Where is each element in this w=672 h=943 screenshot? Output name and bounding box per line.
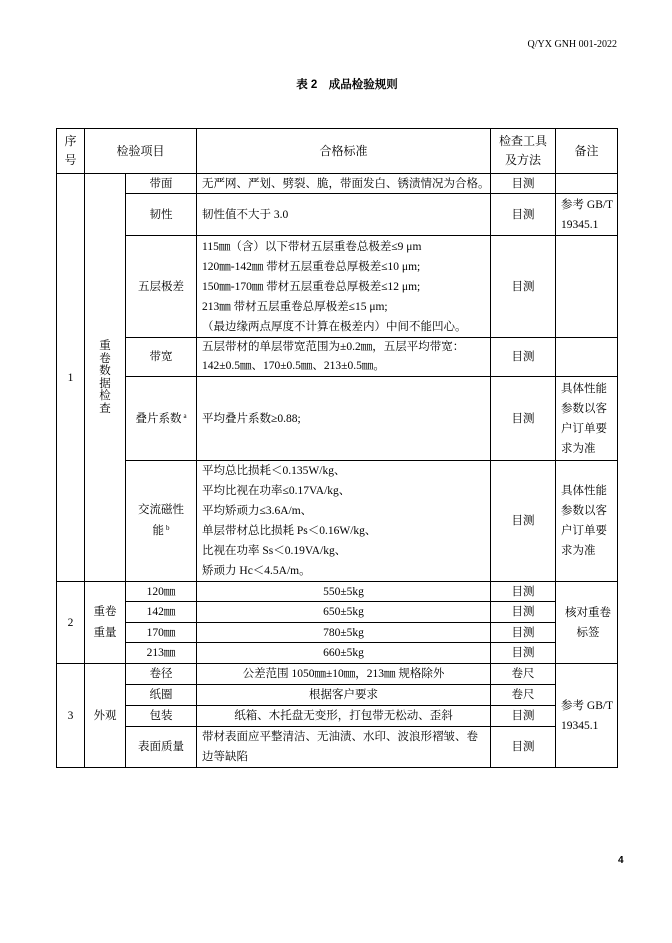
remark-cell	[556, 338, 618, 377]
method-cell: 目测	[491, 602, 556, 623]
seq-cell: 1	[57, 174, 85, 582]
item-cell: 韧性	[126, 194, 197, 236]
standard-line: 213㎜ 带材五层重卷总厚极差≤15 μm;	[202, 300, 388, 313]
seq-cell: 2	[57, 582, 85, 664]
remark-cell	[556, 174, 618, 194]
table-row	[57, 377, 618, 461]
table-row	[57, 174, 618, 194]
standard-line: （最边缘两点厚度不计算在极差内）中间不能凹心。	[202, 320, 467, 333]
remark-cell: 具体性能参数以客户订单要求为准	[556, 461, 618, 582]
category-label: 重卷数据检查	[99, 340, 111, 415]
standard-line: 五层带材的单层带宽范围为±0.2㎜，五层平均带宽：	[202, 341, 465, 353]
category-label: 重卷重量	[93, 605, 117, 639]
remark-cell: 参考 GB/T 19345.1	[556, 194, 618, 236]
standard-cell: 纸箱、木托盘无变形，打包带无松动、歪斜	[197, 706, 491, 727]
standard-line: 142±0.5㎜、170±0.5㎜、213±0.5㎜。	[202, 360, 385, 372]
standard-cell: 公差范围 1050㎜±10㎜，213㎜ 规格除外	[197, 664, 491, 685]
item-cell: 包装	[126, 706, 197, 727]
item-cell: 纸圈	[126, 685, 197, 706]
item-cell: 142㎜	[126, 602, 197, 623]
item-label: 交流磁性能	[138, 504, 184, 537]
standard-cell	[197, 461, 491, 582]
item-cell: 120㎜	[126, 582, 197, 602]
table-row	[57, 706, 618, 727]
standard-cell: 780±5kg	[197, 623, 491, 643]
method-cell: 目测	[491, 194, 556, 236]
standard-cell: 650±5kg	[197, 602, 491, 623]
item-cell: 五层极差	[126, 236, 197, 338]
table-row	[57, 727, 618, 768]
standard-line: 115㎜（含）以下带材五层重卷总极差≤9 μm	[202, 240, 422, 253]
item-cell: 带宽	[126, 338, 197, 377]
method-cell: 目测	[491, 377, 556, 461]
header-method-label: 检查工具及方法	[499, 134, 548, 167]
item-cell: 带面	[126, 174, 197, 194]
header-item: 检验项目	[85, 129, 197, 174]
method-cell: 目测	[491, 643, 556, 664]
method-cell: 目测	[491, 338, 556, 377]
standard-line: 150㎜-170㎜ 带材五层重卷总厚极差≤12 μm;	[202, 280, 421, 293]
method-cell: 目测	[491, 623, 556, 643]
method-cell: 目测	[491, 706, 556, 727]
method-cell: 目测	[491, 727, 556, 768]
method-cell: 卷尺	[491, 664, 556, 685]
table-row	[57, 623, 618, 643]
footnote-mark: b	[166, 524, 170, 532]
table-row	[57, 338, 618, 377]
footnote-mark: a	[183, 411, 187, 420]
page-number: 4	[618, 855, 624, 866]
remark-cell	[556, 236, 618, 338]
item-label-wrap	[137, 500, 185, 542]
item-cell: 卷径	[126, 664, 197, 685]
item-cell: 213㎜	[126, 643, 197, 664]
item-cell	[126, 461, 197, 582]
method-cell: 目测	[491, 461, 556, 582]
header-seq-label: 序号	[64, 134, 77, 167]
method-cell: 目测	[491, 236, 556, 338]
category-cell	[85, 582, 126, 664]
standard-cell: 带材表面应平整清洁、无油渍、水印、波浪形褶皱、卷边等缺陷	[197, 727, 491, 768]
standard-line: 平均矫顽力≤3.6A/m、	[202, 505, 313, 517]
seq-cell: 3	[57, 664, 85, 768]
table-row	[57, 602, 618, 623]
table-row	[57, 685, 618, 706]
header-seq	[57, 129, 85, 174]
table-row	[57, 643, 618, 664]
category-cell	[85, 174, 126, 582]
item-label: 叠片系数	[135, 412, 182, 425]
table-row	[57, 236, 618, 338]
table-header-row	[57, 129, 618, 174]
standard-line: 矫顽力 Hc＜4.5A/m。	[202, 565, 311, 577]
standard-line: 120㎜-142㎜ 带材五层重卷总厚极差≤10 μm;	[202, 260, 421, 273]
item-cell	[126, 377, 197, 461]
category-cell: 外观	[85, 664, 126, 768]
table-row	[57, 664, 618, 685]
standard-cell: 550±5kg	[197, 582, 491, 602]
table-row	[57, 582, 618, 602]
standard-line: 比视在功率 Ss＜0.19VA/kg、	[202, 545, 347, 557]
document-code: Q/YX GNH 001-2022	[527, 39, 617, 50]
standard-line: 平均比视在功率≤0.17VA/kg、	[202, 485, 351, 497]
remark-cell: 具体性能参数以客户订单要求为准	[556, 377, 618, 461]
table-title: 表 2 成品检验规则	[296, 79, 398, 91]
remark-cell: 参考 GB/T 19345.1	[556, 664, 618, 768]
method-cell: 目测	[491, 174, 556, 194]
method-cell: 目测	[491, 582, 556, 602]
standard-cell	[197, 236, 491, 338]
method-cell: 卷尺	[491, 685, 556, 706]
header-method	[491, 129, 556, 174]
standard-cell: 平均叠片系数≥0.88;	[197, 377, 491, 461]
standard-cell: 根据客户要求	[197, 685, 491, 706]
remark-cell: 核对重卷标签	[556, 582, 618, 664]
standard-cell: 660±5kg	[197, 643, 491, 664]
table-row	[57, 461, 618, 582]
item-cell: 表面质量	[126, 727, 197, 768]
standard-cell	[197, 338, 491, 377]
header-remark: 备注	[556, 129, 618, 174]
header-standard: 合格标准	[197, 129, 491, 174]
standard-line: 平均总比损耗＜0.135W/kg、	[202, 465, 346, 477]
inspection-rules-table	[56, 128, 618, 768]
standard-line: 单层带材总比损耗 Ps＜0.16W/kg、	[202, 525, 377, 537]
standard-cell: 无严网、严划、劈裂、脆，带面发白、锈渍情况为合格。	[197, 174, 491, 194]
item-cell: 170㎜	[126, 623, 197, 643]
standard-cell: 韧性值不大于 3.0	[197, 194, 491, 236]
table-row	[57, 194, 618, 236]
